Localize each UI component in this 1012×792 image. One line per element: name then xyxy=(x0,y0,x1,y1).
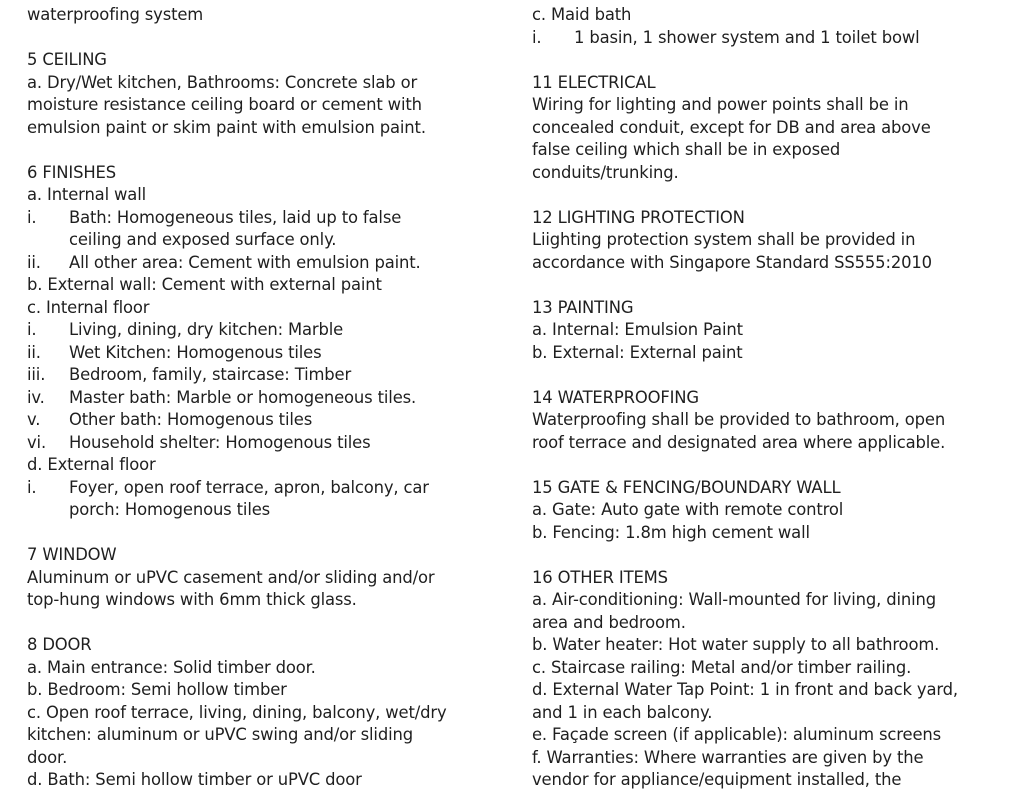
list-item xyxy=(27,319,497,342)
partial-top-line: waterproofing system xyxy=(27,5,204,24)
paragraph-line: concealed conduit, except for DB and area above xyxy=(532,117,931,137)
list-text: Foyer, open roof terrace, apron, balcony, car xyxy=(69,477,429,497)
paragraph-line: a. Dry/Wet kitchen, Bathrooms: Concrete slab or xyxy=(27,72,418,92)
section-heading: 12 LIGHTING PROTECTION xyxy=(532,207,745,227)
paragraph-line: a. Gate: Auto gate with remote control xyxy=(532,500,844,519)
list-number: ii. xyxy=(27,342,41,362)
list-item xyxy=(27,342,497,365)
list-item xyxy=(27,477,497,500)
section-heading: 6 FINISHES xyxy=(27,162,116,182)
paragraph-line: d. External Water Tap Point: 1 in front and back yard, xyxy=(532,680,958,699)
list-text: Other bath: Homogenous tiles xyxy=(69,410,313,429)
paragraph-line: b. Fencing: 1.8m high cement wall xyxy=(532,522,810,542)
list-item-continuation: porch: Homogenous tiles xyxy=(69,500,271,519)
paragraph-line: d. Bath: Semi hollow timber or uPVC door xyxy=(27,770,362,789)
list-item-continuation: ceiling and exposed surface only. xyxy=(69,230,337,249)
section-heading: 8 DOOR xyxy=(27,635,92,654)
subsection-label: c. Internal floor xyxy=(27,297,150,317)
section-finishes xyxy=(27,162,497,522)
list-text: Master bath: Marble or homogeneous tiles. xyxy=(69,387,417,407)
section-heading: 16 OTHER ITEMS xyxy=(532,567,668,587)
right-column xyxy=(532,4,1002,792)
section-heading: 5 CEILING xyxy=(27,50,107,69)
paragraph-line: Wiring for lighting and power points shall be in xyxy=(532,95,909,114)
section-painting xyxy=(532,297,1002,365)
subsection-label: b. External wall: Cement with external paint xyxy=(27,275,382,294)
list-number: iii. xyxy=(27,365,46,384)
paragraph-line: emulsion paint or skim paint with emulsion paint. xyxy=(27,117,426,137)
section-heading: 15 GATE & FENCING/BOUNDARY WALL xyxy=(532,477,841,497)
paragraph-line: b. Bedroom: Semi hollow timber xyxy=(27,680,287,699)
section-electrical xyxy=(532,72,1002,185)
paragraph-line: b. Water heater: Hot water supply to all bathroom. xyxy=(532,635,940,654)
list-item xyxy=(27,252,497,275)
list-number: ii. xyxy=(27,252,41,272)
paragraph-line: door. xyxy=(27,747,68,767)
paragraph-line: f. Warranties: Where warranties are given by the xyxy=(532,747,924,767)
section-heading: 11 ELECTRICAL xyxy=(532,72,656,92)
paragraph-line: roof terrace and designated area where applicable. xyxy=(532,432,946,452)
paragraph-line: Liighting protection system shall be provided in xyxy=(532,230,916,249)
list-number: v. xyxy=(27,410,41,429)
paragraph-line: c. Staircase railing: Metal and/or timber railing. xyxy=(532,657,912,677)
section-heading: 7 WINDOW xyxy=(27,545,117,564)
list-number: i. xyxy=(27,320,37,339)
paragraph-line: area and bedroom. xyxy=(532,612,686,632)
list-text: 1 basin, 1 shower system and 1 toilet bowl xyxy=(574,27,920,47)
list-text: All other area: Cement with emulsion paint. xyxy=(69,252,421,272)
paragraph-line: and 1 in each balcony. xyxy=(532,702,713,722)
paragraph-line: kitchen: aluminum or uPVC swing and/or sliding xyxy=(27,725,413,744)
paragraph-line: a. Main entrance: Solid timber door. xyxy=(27,657,316,677)
left-column xyxy=(27,4,497,792)
paragraph-line: accordance with Singapore Standard SS555:2010 xyxy=(532,252,932,272)
list-number: i. xyxy=(27,207,37,227)
section-door xyxy=(27,634,497,792)
subsection-label: a. Internal wall xyxy=(27,185,147,204)
paragraph-line: vendor for appliance/equipment installed, the xyxy=(532,770,902,789)
section-heading: 14 WATERPROOFING xyxy=(532,387,699,407)
list-number: iv. xyxy=(27,387,45,407)
list-number: i. xyxy=(27,477,37,497)
list-text: Bedroom, family, staircase: Timber xyxy=(69,365,352,384)
paragraph-line: e. Façade screen (if applicable): aluminum screens xyxy=(532,725,942,744)
list-text: Wet Kitchen: Homogenous tiles xyxy=(69,342,322,362)
list-item xyxy=(27,387,497,410)
list-item xyxy=(27,432,497,455)
paragraph-line: top-hung windows with 6mm thick glass. xyxy=(27,590,357,609)
list-text: Living, dining, dry kitchen: Marble xyxy=(69,320,344,339)
paragraph-line: a. Internal: Emulsion Paint xyxy=(532,320,743,339)
subsection-label: d. External floor xyxy=(27,455,156,474)
paragraph-line: a. Air-conditioning: Wall-mounted for living, dining xyxy=(532,590,937,609)
section-waterproofing xyxy=(532,387,1002,455)
list-number: i. xyxy=(532,27,542,47)
paragraph-line: conduits/trunking. xyxy=(532,162,679,182)
list-item xyxy=(27,207,497,230)
list-number: vi. xyxy=(27,432,47,452)
section-ceiling xyxy=(27,49,497,139)
paragraph-line: c. Open roof terrace, living, dining, balcony, wet/dry xyxy=(27,702,447,722)
section-heading: 13 PAINTING xyxy=(532,297,634,317)
section-gate-fencing xyxy=(532,477,1002,545)
paragraph-line: b. External: External paint xyxy=(532,342,743,362)
paragraph-line: moisture resistance ceiling board or cement with xyxy=(27,95,422,114)
section-maid-bath xyxy=(532,4,1002,49)
list-text: Bath: Homogeneous tiles, laid up to false xyxy=(69,207,402,227)
list-text: Household shelter: Homogenous tiles xyxy=(69,432,371,452)
section-lighting-protection xyxy=(532,207,1002,275)
list-item xyxy=(27,409,497,432)
paragraph-line: false ceiling which shall be in exposed xyxy=(532,140,841,159)
section-other-items xyxy=(532,567,1002,792)
section-window xyxy=(27,544,497,612)
paragraph-line: Waterproofing shall be provided to bathroom, open xyxy=(532,410,946,429)
list-item xyxy=(532,27,1002,50)
paragraph-line: Aluminum or uPVC casement and/or sliding and/or xyxy=(27,567,435,587)
list-item xyxy=(27,364,497,387)
subsection-label: c. Maid bath xyxy=(532,5,632,24)
